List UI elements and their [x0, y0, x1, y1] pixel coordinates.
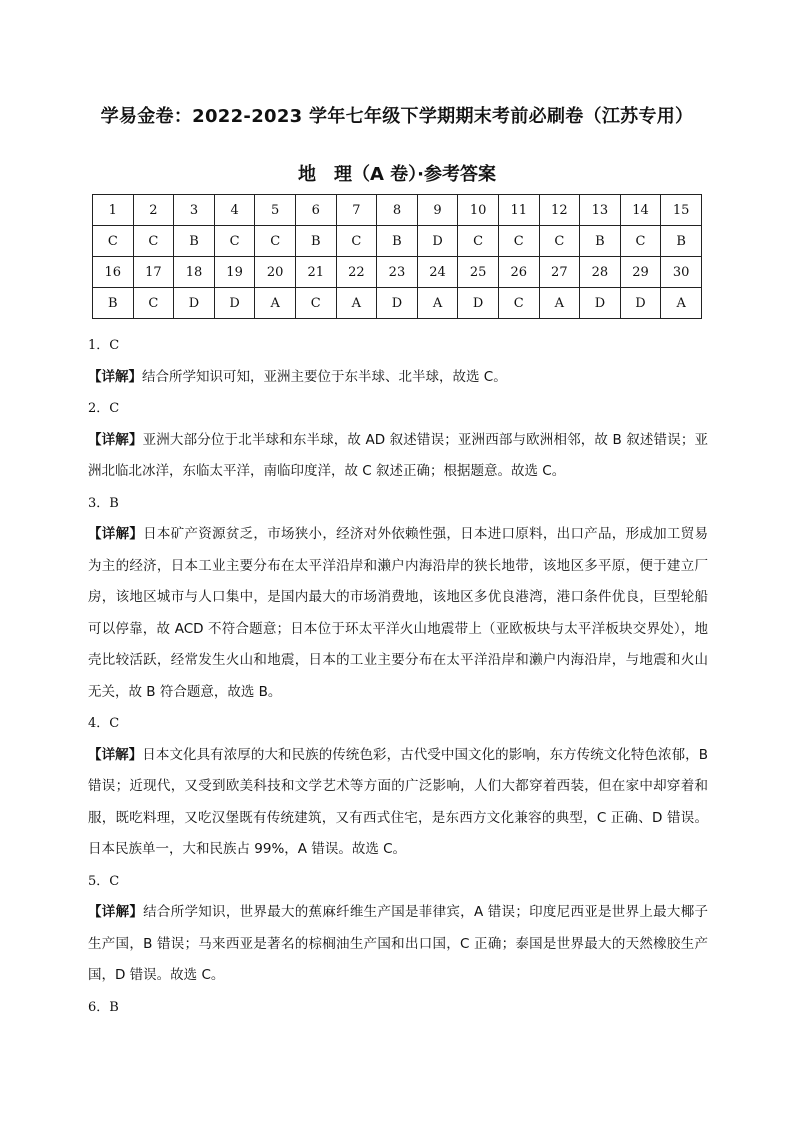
question-number-cell: 25: [458, 257, 499, 288]
answer-cell: D: [174, 288, 215, 319]
question-number-cell: 15: [661, 195, 702, 226]
answer-cell: D: [620, 288, 661, 319]
question-number: 2．C: [88, 401, 120, 416]
question-number-cell: 29: [620, 257, 661, 288]
question-number-cell: 12: [539, 195, 580, 226]
question-number-cell: 11: [498, 195, 539, 226]
question-number-cell: 17: [133, 257, 174, 288]
answer-cell: B: [93, 288, 134, 319]
answer-row: [93, 288, 702, 319]
question-detail: [88, 897, 708, 992]
question-number-cell: 3: [174, 195, 215, 226]
detail-text: 结合所学知识，世界最大的蕉麻纤维生产国是菲律宾，A 错误；印度尼西亚是世界上最大椰子生产国，B 错误；马来西亚是著名的棕榈油生产国和出口国，C 正确；泰国是世界最大的天然橡胶生产国，D 错误。故选 C。: [88, 904, 709, 983]
question-number-cell: 9: [417, 195, 458, 226]
answer-cell: B: [174, 226, 215, 257]
question-number-cell: 22: [336, 257, 377, 288]
question-detail: [88, 519, 708, 708]
question-number: 5．C: [88, 873, 120, 889]
question-number-cell: 2: [133, 195, 174, 226]
question-number-cell: 13: [580, 195, 621, 226]
question-number-cell: 19: [214, 257, 255, 288]
answer-cell: B: [295, 226, 336, 257]
question-number-cell: 28: [580, 257, 621, 288]
question-number: 3．B: [88, 495, 119, 511]
detail-label: 【详解】: [88, 526, 144, 542]
answer-cell: C: [133, 288, 174, 319]
question-number-row: [93, 195, 702, 226]
question-number-cell: 21: [295, 257, 336, 288]
detail-text: 日本文化具有浓厚的大和民族的传统色彩，古代受中国文化的影响，东方传统文化特色浓郁，B 错误；近现代，又受到欧美科技和文学艺术等方面的广泛影响，人们大都穿着西装，但在家中却穿着和服，既吃料理，又吃汉堡既有传统建筑，又有西式住宅，是东西方文化兼容的典型，C 正确、D 错误。日本民族单一，大和民族占 99%，A 错误。故选 C。: [88, 746, 709, 857]
question-number-cell: 18: [174, 257, 215, 288]
question-number-cell: 5: [255, 195, 296, 226]
question-number-cell: 6: [295, 195, 336, 226]
question-number-cell: 7: [336, 195, 377, 226]
question-detail: [88, 740, 708, 866]
question-detail: [88, 425, 708, 488]
detail-label: 【详解】: [88, 746, 143, 763]
question-number-cell: 23: [377, 257, 418, 288]
answer-cell: B: [661, 226, 702, 257]
question-number: 1．C: [88, 338, 120, 353]
answer-cell: C: [498, 226, 539, 257]
answer-cell: D: [214, 288, 255, 319]
detail-text: 结合所学知识可知，亚洲主要位于东半球、北半球，故选 C。: [142, 368, 507, 385]
question-number-cell: 1: [93, 195, 134, 226]
question-detail: [88, 362, 708, 394]
answer-cell: A: [417, 288, 458, 319]
answer-cell: C: [539, 226, 580, 257]
answer-cell: A: [336, 288, 377, 319]
question-number-cell: 24: [417, 257, 458, 288]
detail-label: 【详解】: [88, 431, 143, 448]
question-number-cell: 10: [458, 195, 499, 226]
question-number-cell: 27: [539, 257, 580, 288]
answer-cell: C: [498, 288, 539, 319]
detail-text: 亚洲大部分位于北半球和东半球，故 AD 叙述错误；亚洲西部与欧洲相邻，故 B 叙述错误；亚洲北临北冰洋，东临太平洋，南临印度洋，故 C 叙述正确；根据题意。故选 C。: [88, 431, 709, 479]
question-number-cell: 16: [93, 257, 134, 288]
question-number-cell: 4: [214, 195, 255, 226]
answer-cell: B: [580, 226, 621, 257]
document-title: 学易金卷：2022-2023 学年七年级下学期期末考前必刷卷（江苏专用）: [100, 106, 694, 127]
detail-label: 【详解】: [88, 904, 144, 920]
answer-cell: C: [214, 226, 255, 257]
answer-cell: C: [458, 226, 499, 257]
document-subtitle: 地 理（A 卷）·参考答案: [297, 164, 497, 185]
question-number-cell: 8: [377, 195, 418, 226]
answer-cell: B: [377, 226, 418, 257]
question-number-cell: 26: [498, 257, 539, 288]
answer-cell: D: [580, 288, 621, 319]
detail-text: 日本矿产资源贫乏，市场狭小，经济对外依赖性强，日本进口原料，出口产品，形成加工贸易为主的经济，日本工业主要分布在太平洋沿岸和濑户内海沿岸的狭长地带，该地区多平原，便于建立厂房，该地区城市与人口集中，是国内最大的市场消费地，该地区多优良港湾，港口条件优良，巨型轮船可以停靠，故 ACD 不符合题意；日本位于环太平洋火山地震带上（亚欧板块与太平洋板块交界处），地壳比较活跃，经常发生火山和地震，日本的工业主要分布在太平洋沿岸和濑户内海沿岸，与地震和火山无关，故 B 符合题意，故选 B。: [88, 526, 709, 700]
question-number: 4．C: [88, 716, 120, 731]
question-number: 6．B: [88, 999, 119, 1015]
answer-table: [92, 194, 702, 319]
question-number-cell: 30: [661, 257, 702, 288]
answer-cell: C: [336, 226, 377, 257]
question-number-cell: 20: [255, 257, 296, 288]
answer-explanations: [88, 330, 708, 1023]
answer-cell: D: [417, 226, 458, 257]
answer-cell: A: [255, 288, 296, 319]
answer-row: [93, 226, 702, 257]
answer-cell: C: [133, 226, 174, 257]
detail-label: 【详解】: [88, 368, 142, 385]
answer-cell: C: [295, 288, 336, 319]
answer-cell: D: [377, 288, 418, 319]
answer-cell: A: [539, 288, 580, 319]
answer-cell: C: [620, 226, 661, 257]
question-number-row: [93, 257, 702, 288]
answer-cell: A: [661, 288, 702, 319]
question-number-cell: 14: [620, 195, 661, 226]
answer-cell: C: [93, 226, 134, 257]
answer-cell: C: [255, 226, 296, 257]
answer-cell: D: [458, 288, 499, 319]
